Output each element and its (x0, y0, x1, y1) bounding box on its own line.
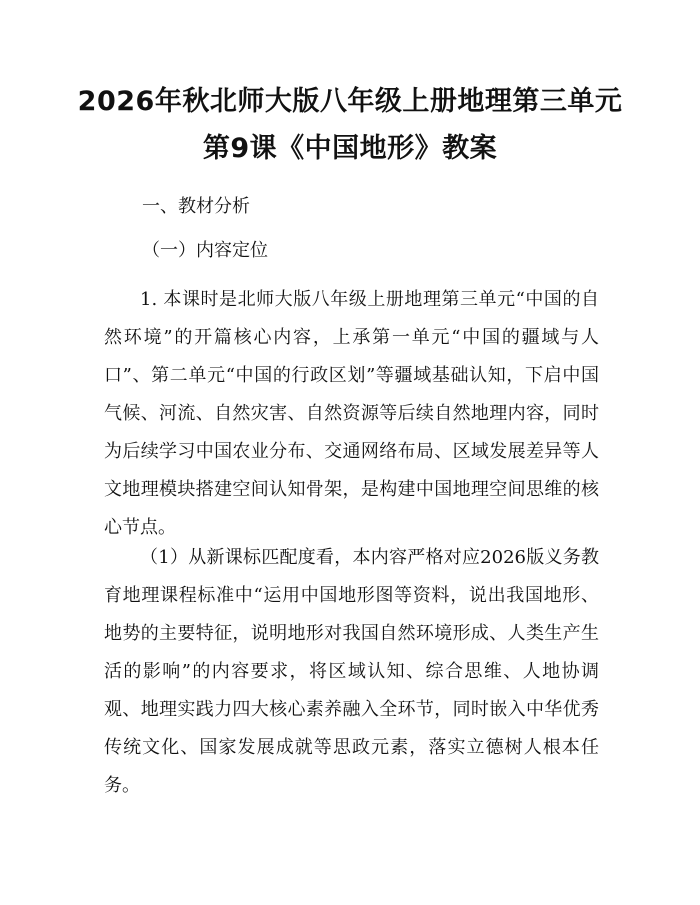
section-heading: 一、教材分析 (142, 196, 250, 217)
subsection-heading: （一）内容定位 (142, 240, 268, 261)
paragraph-curriculum-alignment: （1）从新课标匹配度看，本内容严格对应2026版义务教育地理课程标准中“运用中国地形图等资料，说出我国地形、地势的主要特征，说明地形对我国自然环境形成、人类生产生活的影响”的内容要求，将区域认知、综合思维、人地协调观、地理实践力四大核心素养融入全环节，同时嵌入中华优秀传统文化、国家发展成就等思政元素，落实立德树人根本任务。 (104, 547, 599, 796)
document-title-line-1: 2026年秋北师大版八年级上册地理第三单元 (77, 86, 623, 117)
document-title-line-2: 第9课《中国地形》教案 (202, 133, 498, 164)
paragraph-content-positioning: 1. 本课时是北师大版八年级上册地理第三单元“中国的自然环境”的开篇核心内容，上承第一单元“中国的疆域与人口”、第二单元“中国的行政区划”等疆域基础认知，下启中国气候、河流、自然灾害、自然资源等后续自然地理内容，同时为后续学习中国农业分布、交通网络布局、区域发展差异等人文地理模块搭建空间认知骨架，是构建中国地理空间思维的核心节点。 (104, 289, 599, 538)
